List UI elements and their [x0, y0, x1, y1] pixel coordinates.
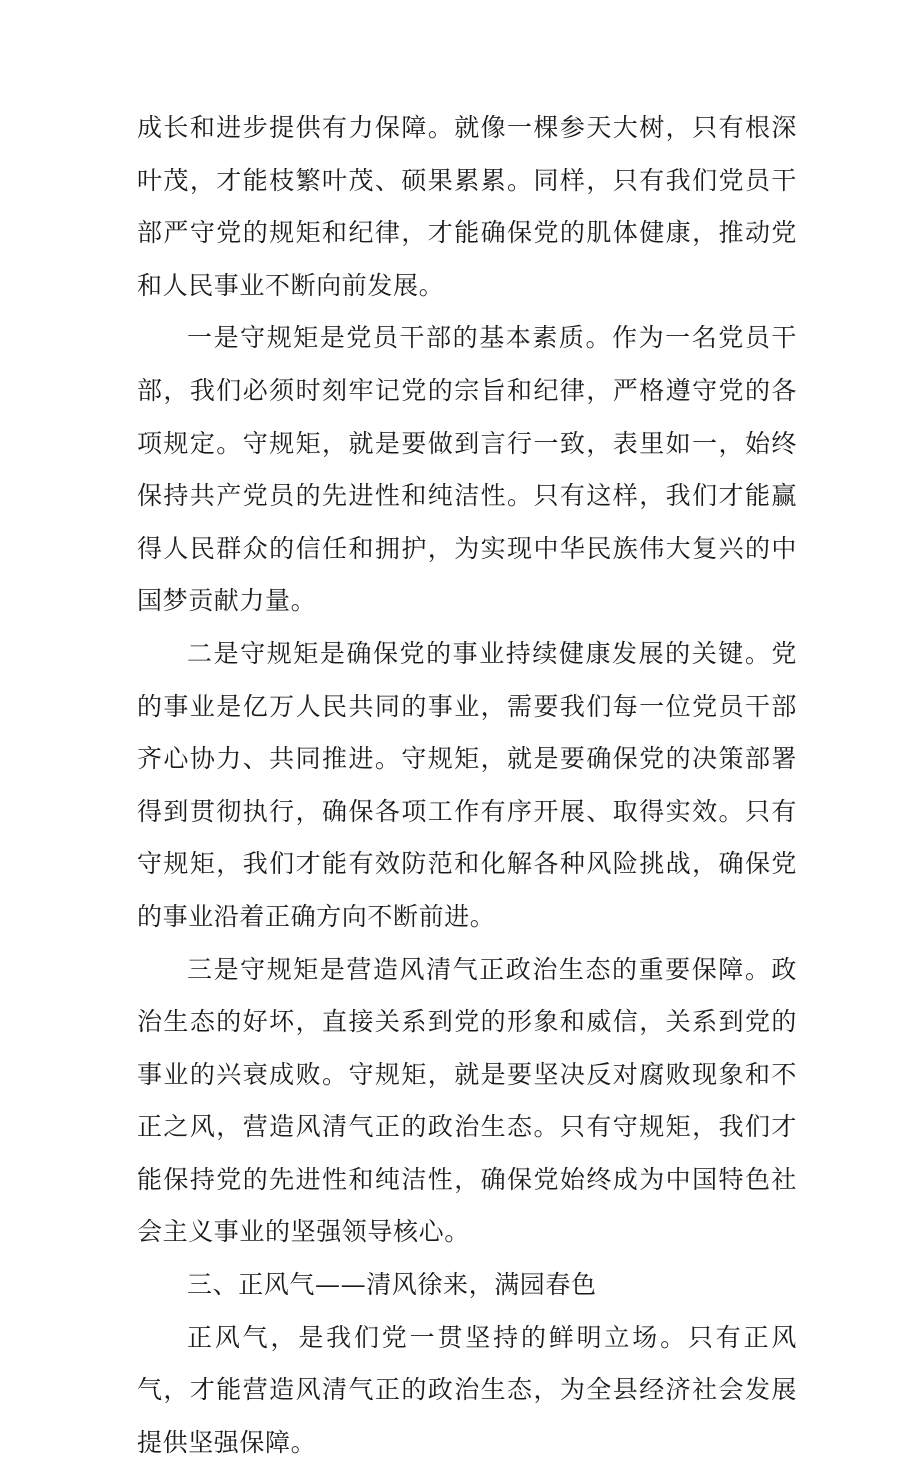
document-body	[137, 102, 797, 1469]
paragraph-point-one: 一是守规矩是党员干部的基本素质。作为一名党员干部，我们必须时刻牢记党的宗旨和纪律，严格遵守党的各项规定。守规矩，就是要做到言行一致，表里如一，始终保持共产党员的先进性和纯洁性。只有这样，我们才能赢得人民群众的信任和拥护，为实现中华民族伟大复兴的中国梦贡献力量。	[137, 323, 797, 616]
section-heading: 三、正风气——清风徐来，满园春色	[187, 1270, 597, 1300]
paragraph-point-three: 三是守规矩是营造风清气正政治生态的重要保障。政治生态的好坏，直接关系到党的形象和威信，关系到党的事业的兴衰成败。守规矩，就是要坚决反对腐败现象和不正之风，营造风清气正的政治生态。只有守规矩，我们才能保持党的先进性和纯洁性，确保党始终成为中国特色社会主义事业的坚强领导核心。	[137, 954, 797, 1247]
paragraph-point-two: 二是守规矩是确保党的事业持续健康发展的关键。党的事业是亿万人民共同的事业，需要我们每一位党员干部齐心协力、共同推进。守规矩，就是要确保党的决策部署得到贯彻执行，确保各项工作有序开展、取得实效。只有守规矩，我们才能有效防范和化解各种风险挑战，确保党的事业沿着正确方向不断前进。	[137, 638, 797, 931]
paragraph-section-intro: 正风气，是我们党一贯坚持的鲜明立场。只有正风气，才能营造风清气正的政治生态，为全县经济社会发展提供坚强保障。	[137, 1322, 797, 1457]
paragraph-continuation: 成长和进步提供有力保障。就像一棵参天大树，只有根深叶茂，才能枝繁叶茂、硕果累累。同样，只有我们党员干部严守党的规矩和纪律，才能确保党的肌体健康，推动党和人民事业不断向前发展。	[137, 113, 797, 300]
